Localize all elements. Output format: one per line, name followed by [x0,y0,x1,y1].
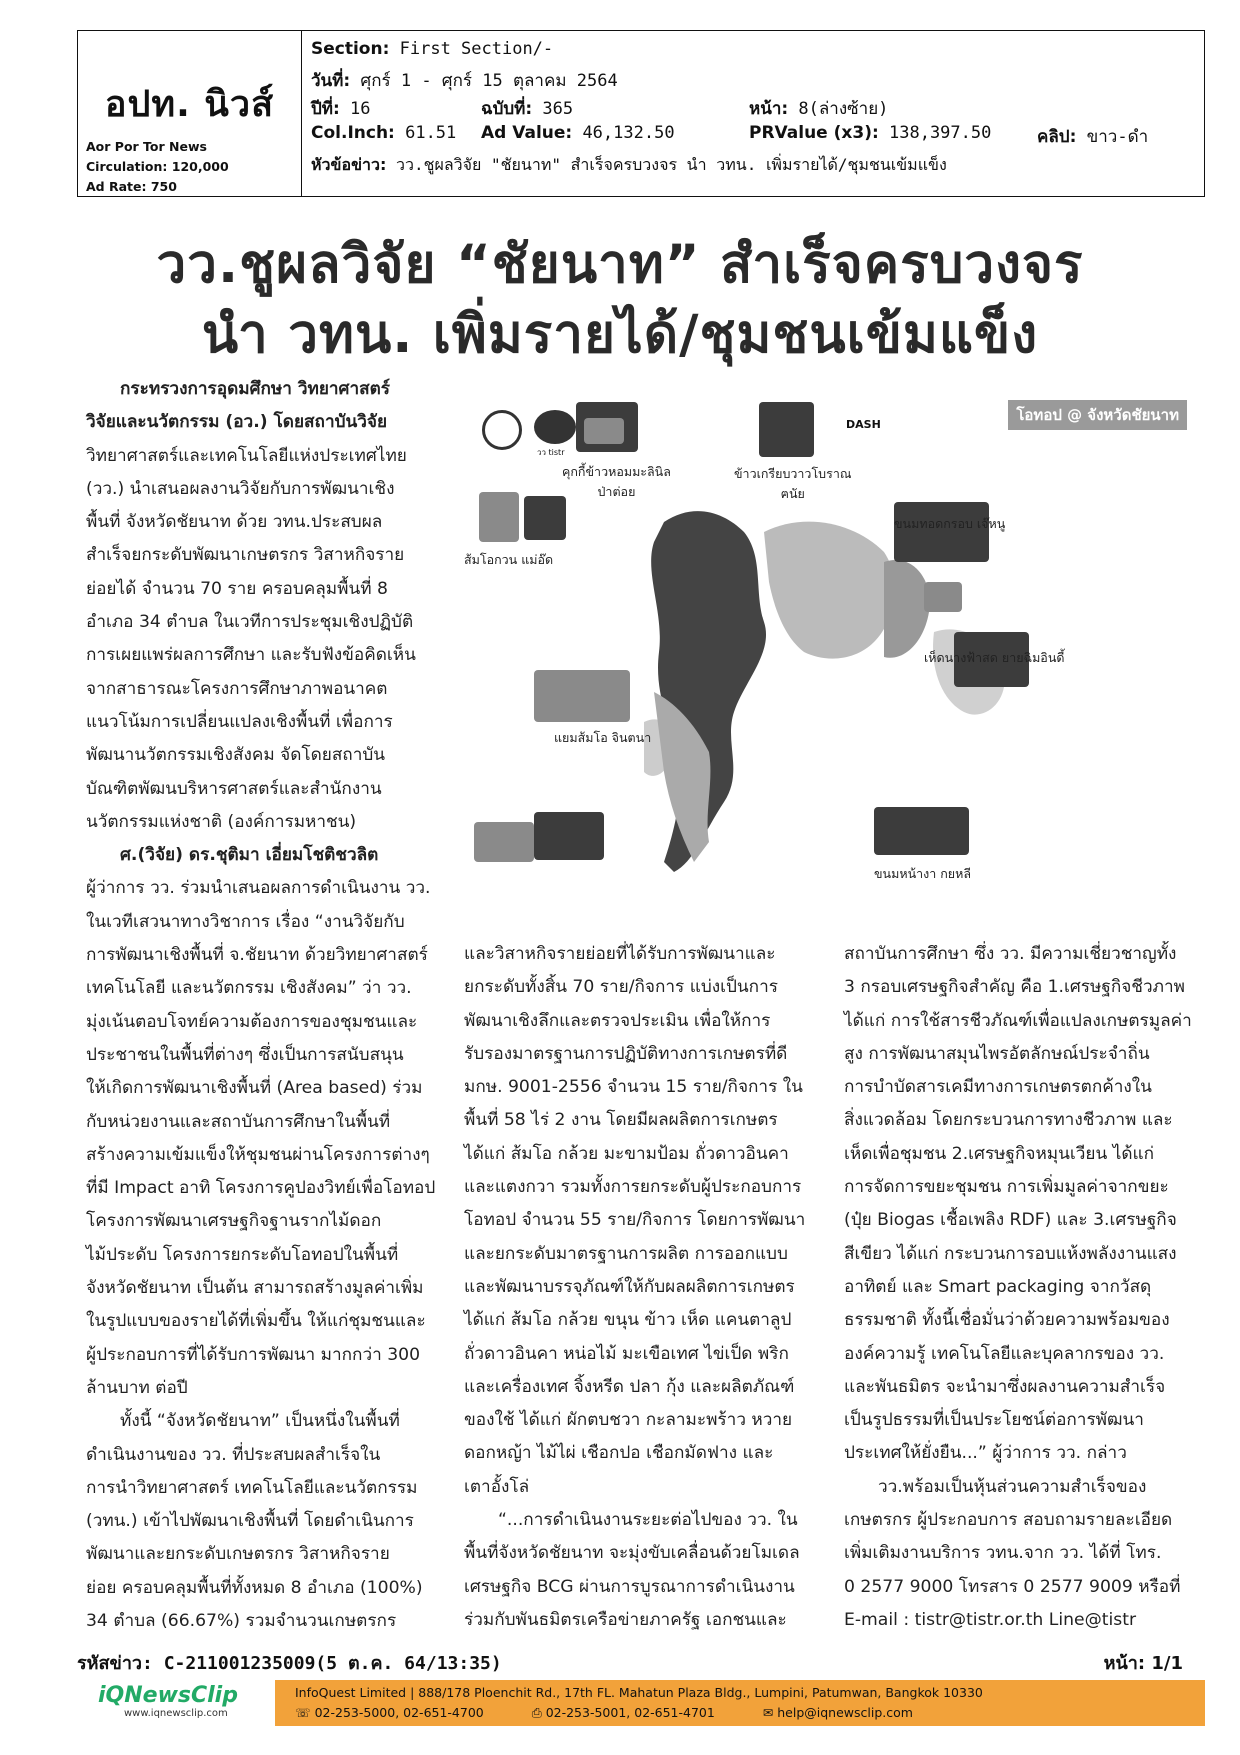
section-label: Section: [311,39,390,59]
article-line: โอทอป จำนวน 55 ราย/กิจการ โดยการพัฒนา [464,1210,806,1231]
article-line: การเผยแพร่ผลการศึกษา และรับฟังข้อคิดเห็น [86,645,416,666]
advalue-row [481,123,675,143]
article-line: เกษตรกร ผู้ประกอบการ สอบถามรายละเอียด [844,1510,1173,1531]
circulation: Circulation: 120,000 [86,159,229,174]
article-line: กระทรวงการอุดมศึกษา วิทยาศาสตร์ [120,379,391,399]
article-line: เพิ่มเติมงานบริการ วทน.จาก วว. ได้ที่ โทร. [844,1543,1162,1564]
article-line: แนวโน้มการเปลี่ยนแปลงเชิงพื้นที่ เพื่อการ [86,711,393,732]
logo-text: iQNewsClip [98,1683,238,1708]
footer-address: InfoQuest Limited | 888/178 Ploenchit Rd., 17th FL. Mahatun Plaza Bldg., Lumpini, Patumwan, Bangkok 10330 [295,1685,983,1700]
article-column-2 [464,938,817,1637]
caption-cookie-text: คุกกี้ข้าวหอมมะลินิล ป่าต่อย [562,464,671,499]
footer-email: ✉ help@iqnewsclip.com [762,1705,913,1720]
colinch-label: Col.Inch: [311,123,395,143]
article-line: (วว.) นำเสนอผลงานวิจัยกับการพัฒนาเชิง [86,478,395,499]
article-line: ให้เกิดการพัฒนาเชิงพื้นที่ (Area based) ร่วม [86,1078,423,1099]
caption-sesame-snack: ขนมหน้างา กยหลี [874,866,972,881]
article-line: ผู้ว่าการ วว. ร่วมนำเสนอผลการดำเนินงาน วว. [86,878,431,899]
advalue-label: Ad Value: [481,123,573,143]
page-label: หน้า: [749,99,789,119]
caption-pomelo-jam: แยมส้มโอ จินตนา [554,730,652,745]
article-line: ในรูปแบบของรายได้ที่เพิ่มขึ้น ให้แก่ชุมชนและ [86,1311,426,1332]
article-line: ดำเนินงานของ วว. ที่ประสบผลสำเร็จใน [86,1444,381,1465]
article-line: จังหวัดชัยนาท เป็นต้น สามารถสร้างมูลค่าเพิ่ม [86,1278,424,1299]
article-line: การจัดการขยะชุมชน การเพิ่มมูลค่าจากขยะ [844,1177,1169,1198]
article-line: อำเภอ 34 ตำบล ในเวทีการประชุมเชิงปฏิบัติ [86,612,414,633]
article-line: “...การดำเนินงานระยะต่อไปของ วว. ใน [498,1510,798,1531]
article-line: สถาบันการศึกษา ซึ่ง วว. มีความเชี่ยวชาญทั้ง [844,944,1177,964]
colinch-row [311,123,456,143]
article-line: การบำบัดสารเคมีทางการเกษตรตกค้างใน [844,1077,1152,1098]
article-line: สร้างความเข้มแข็งให้ชุมชนผ่านโครงการต่างๆ [86,1144,430,1165]
article-line: เศรษฐกิจ BCG ผ่านการบูรณาการดำเนินงาน [464,1576,795,1597]
article-line: ประชาชนในพื้นที่ต่างๆ ซึ่งเป็นการสนับสนุน [86,1044,404,1065]
article-line: ไม้ประดับ โครงการยกระดับโอทอปในพื้นที่ [86,1244,399,1265]
article-line: วิจัยและนวัตกรรม (อว.) โดยสถาบันวิจัย [86,412,388,433]
product-sesame-snack-box [874,807,969,855]
caption-pomelo-candy: ส้มโอกวน แม่อ๊ด [464,552,554,567]
section-value: First Section/- [389,39,554,59]
clip-row [1037,123,1148,150]
clip-label: คลิป: [1037,127,1077,147]
article-line: ย่อยได้ จำนวน 70 ราย ครอบคลุมพื้นที่ 8 [86,578,388,599]
article-line: และเครื่องเทศ จิ้งหรีด ปลา กุ้ง และผลิตภัณฑ์ [464,1376,795,1397]
article-line: นวัตกรรมแห่งชาติ (องค์การมหาชน) [86,811,357,832]
footer-page-number: หน้า: 1/1 [1103,1653,1183,1674]
headline-value: วว.ชูผลวิจัย "ชัยนาท" สำเร็จครบวงจร นำ วทน. เพิ่มรายได้/ชุมชนเข้มแข็ง [386,155,947,174]
prvalue-label: PRValue (x3): [749,123,879,143]
advalue-value: 46,132.50 [572,123,675,143]
year-row [311,95,371,122]
article-line: ล้านบาท ต่อปี [86,1377,188,1398]
article-line: และพัฒนาบรรจุภัณฑ์ให้กับผลผลิตการเกษตร [464,1276,795,1297]
article-line: สำเร็จยกระดับพัฒนาเกษตรกร วิสาหกิจราย [86,545,405,566]
article-line: และพันธมิตร จะนำมาซึ่งผลงานความสำเร็จ [844,1376,1166,1397]
iqnewsclip-logo [98,1683,268,1727]
article-line: และแตงกวา รวมทั้งการยกระดับผู้ประกอบการ [464,1177,802,1198]
footer-phone: ☏ 02-253-5000, 02-651-4700 [295,1705,484,1720]
article-line: ศ.(วิจัย) ดร.ชุติมา เอี่ยมโชติชวลิต [120,845,379,866]
caption-cracker-text: ข้าวเกรียบวาวโบราณ ฅนัย [734,466,852,501]
article-line: พัฒนาเชิงลึกและตรวจประเมิน เพื่อให้การ [464,1010,771,1031]
article-line: ที่มี Impact อาทิ โครงการคูปองวิทย์เพื่อโอทอป [86,1178,436,1199]
article-line: (ปุ๋ย Biogas เชื้อเพลิง RDF) และ 3.เศรษฐกิจ [844,1210,1177,1231]
issue-value: 365 [532,99,574,119]
colinch-value: 61.51 [394,123,457,143]
publication-name: อปท. นิวส์ [104,84,275,125]
caption-mushroom: เห็ดนางฟ้าสด ยายฉิมอินดี้ [924,650,1065,665]
headline-row [311,153,947,178]
ad-rate: Ad Rate: 750 [86,179,177,194]
issue-label: ฉบับที่: [481,99,533,119]
article-line: เตาอั้งโล่ [464,1476,530,1497]
year-value: 16 [339,99,371,119]
footer-contacts [295,1703,1185,1723]
clip-value: ขาว-ดำ [1076,127,1149,147]
otop-infographic [464,392,1197,887]
article-line: เทคโนโลยี และนวัตกรรม เชิงสังคม” ว่า วว. [86,978,412,999]
year-label: ปีที่: [311,99,340,119]
article-line: พื้นที่จังหวัดชัยนาท จะมุ่งขับเคลื่อนด้วยโมเดล [464,1543,800,1564]
article-line: จากสาธารณะโครงการศึกษาภาพอนาคต [86,678,388,699]
publication-english-name: Aor Por Tor News [86,139,207,154]
article-line: ดอกหญ้า ไม้ไผ่ เชือกปอ เชือกมัดฟาง และ [464,1443,774,1464]
product-pomelo-candy-bag-2 [524,496,566,540]
prvalue-value: 138,397.50 [878,123,992,143]
clipping-meta [311,31,1204,196]
product-cracker-pack [759,402,814,457]
caption-fried-snack: ขนมทอดกรอบ เจ๊หนู [894,516,1006,531]
article-line: บัณฑิตพัฒนบริหารศาสตร์และสำนักงาน [86,778,382,799]
article-line: เห็ดเพื่อชุมชน 2.เศรษฐกิจหมุนเวียน ได้แก่ [844,1143,1154,1164]
article-column-1 [86,373,436,1638]
caption-cracker [734,464,851,504]
article-line: รับรองมาตรฐานการปฏิบัติทางการเกษตรที่ดี [464,1043,788,1064]
headline-label: หัวข้อข่าว: [311,155,387,174]
article-line: ในเวทีเสวนาทางวิชาการ เรื่อง “งานวิจัยกับ [86,911,405,932]
article-line: การนำวิทยาศาสตร์ เทคโนโลยีและนวัตกรรม [86,1477,418,1498]
article-line: และวิสาหกิจรายย่อยที่ได้รับการพัฒนาและ [464,944,776,964]
article-line: ผู้ประกอบการที่ได้รับการพัฒนา มากกว่า 300 [86,1344,421,1365]
article-line: วว.พร้อมเป็นหุ้นส่วนความสำเร็จของ [878,1476,1147,1497]
date-row [311,67,618,94]
product-snack-small [924,582,962,612]
article-line: 0 2577 9000 โทรสาร 0 2577 9009 หรือที่ [844,1576,1181,1597]
article-line: โครงการพัฒนาเศรษฐกิจฐานรากไม้ดอก [86,1211,382,1232]
news-code: รหัสข่าว: C-211001235009(5 ต.ค. 64/13:35) [77,1653,502,1674]
section-row [311,39,553,59]
logo-url: www.iqnewsclip.com [124,1708,228,1719]
article-line: ร่วมกับพันธมิตรเครือข่ายภาครัฐ เอกชนและ [464,1609,787,1630]
prvalue-row [749,123,991,143]
brand-text: DASH [846,418,881,431]
product-pomelo-candy-bag-1 [479,492,519,542]
caption-cookie [562,462,671,502]
footer-contact-bar [275,1680,1205,1726]
article-line: สิ่งแวดล้อม โดยกระบวนการทางชีวภาพ และ [844,1110,1173,1131]
article-headline-line-1: วว.ชูผลวิจัย “ชัยนาท” สำเร็จครบวงจร [156,234,1084,295]
article-line: 3 กรอบเศรษฐกิจสำคัญ คือ 1.เศรษฐกิจชีวภาพ [844,977,1185,998]
article-line: ทั้งนี้ “จังหวัดชัยนาท” เป็นหนึ่งในพื้นที่ [120,1411,400,1432]
article-line: องค์ความรู้ เทคโนโลยีและบุคลากรของ วว. [844,1343,1165,1364]
article-line: ถั่วดาวอินคา หน่อไม้ มะเขือเทศ ไข่เป็ด พริก [464,1343,789,1364]
article-line: กับหน่วยงานและสถาบันการศึกษาในพื้นที่ [86,1111,391,1132]
date-label: วันที่: [311,71,351,91]
otop-badge: โอทอป @ จังหวัดชัยนาท [1008,400,1187,430]
article-line: พื้นที่ จังหวัดชัยนาท ด้วย วทน.ประสบผล [86,512,383,533]
article-line: 34 ตำบล (66.67%) รวมจำนวนเกษตรกร [86,1610,397,1631]
article-line: ได้แก่ การใช้สารชีวภัณฑ์เพื่อแปลงเกษตรมูลค่า [844,1010,1192,1031]
tistr-logo-text: วว tistr [537,448,565,457]
product-pomelo-jam [534,670,630,722]
article-line: การพัฒนาเชิงพื้นที่ จ.ชัยนาท ด้วยวิทยาศาสตร์ [86,945,428,966]
article-line: ยกระดับทั้งสิ้น 70 ราย/กิจการ แบ่งเป็นการ [464,977,778,998]
article-line: สูง การพัฒนาสมุนไพรอัตลักษณ์ประจำถิ่น [844,1043,1150,1064]
article-line: พัฒนาและยกระดับเกษตรกร วิสาหกิจราย [86,1544,390,1565]
article-line: และยกระดับมาตรฐานการผลิต การออกแบบ [464,1243,788,1264]
article-line: ได้แก่ ส้มโอ กล้วย ขนุน ข้าว เห็ด แคนตาลูป [464,1310,792,1331]
date-value: ศุกร์ 1 - ศุกร์ 15 ตุลาคม 2564 [350,71,618,91]
product-gift-box-2 [534,812,604,860]
publication-box [78,31,302,196]
article-line: อาทิตย์ และ Smart packaging จากวัสดุ [844,1276,1152,1297]
article-line: ประเทศให้ยั่งยืน...” ผู้ว่าการ วว. กล่าว [844,1443,1127,1464]
footer-fax: ⎙ 02-253-5001, 02-651-4701 [531,1705,715,1720]
article-line: ธรรมชาติ ทั้งนี้เชื่อมั่นว่าด้วยความพร้อมของ [844,1310,1170,1331]
issue-row [481,95,573,122]
article-line: ได้แก่ ส้มโอ กล้วย มะขามป้อม ถั่วดาวอินคา [464,1143,789,1164]
article-column-3 [844,938,1197,1637]
page-value: 8(ล่างซ้าย) [788,99,889,119]
clipping-header [77,30,1205,197]
article-line: พัฒนานวัตกรรมเชิงสังคม จัดโดยสถาบัน [86,745,386,766]
article-line: ย่อย ครอบคลุมพื้นที่ทั้งหมด 8 อำเภอ (100%) [86,1577,423,1598]
article-line: (วทน.) เข้าไปพัฒนาเชิงพื้นที่ โดยดำเนินการ [86,1511,414,1532]
article-headline-line-2: นำ วทน. เพิ่มรายได้/ชุมชนเข้มแข็ง [201,304,1039,365]
article-line: ของใช้ ได้แก่ ผักตบชวา กะลามะพร้าว หวาย [464,1410,793,1431]
product-gift-box-1 [474,822,534,862]
article-line: E-mail : tistr@tistr.or.th Line@tistr [844,1609,1137,1630]
article-line: มุ่งเน้นตอบโจทย์ความต้องการของชุมชนและ [86,1011,418,1032]
article-line: พื้นที่ 58 ไร่ 2 งาน โดยมีผลผลิตการเกษตร [464,1110,778,1131]
page-row [749,95,888,122]
article-line: สีเขียว ได้แก่ กระบวนการอบแห้งพลังงานแสง [844,1243,1177,1264]
article-line: เป็นรูปธรรมที่เป็นประโยชน์ต่อการพัฒนา [844,1410,1144,1431]
article-line: มกษ. 9001-2556 จำนวน 15 ราย/กิจการ ใน [464,1077,803,1098]
article-line: วิทยาศาสตร์และเทคโนโลยีแห่งประเทศไทย [86,445,407,466]
product-cookie-bag [584,418,624,444]
